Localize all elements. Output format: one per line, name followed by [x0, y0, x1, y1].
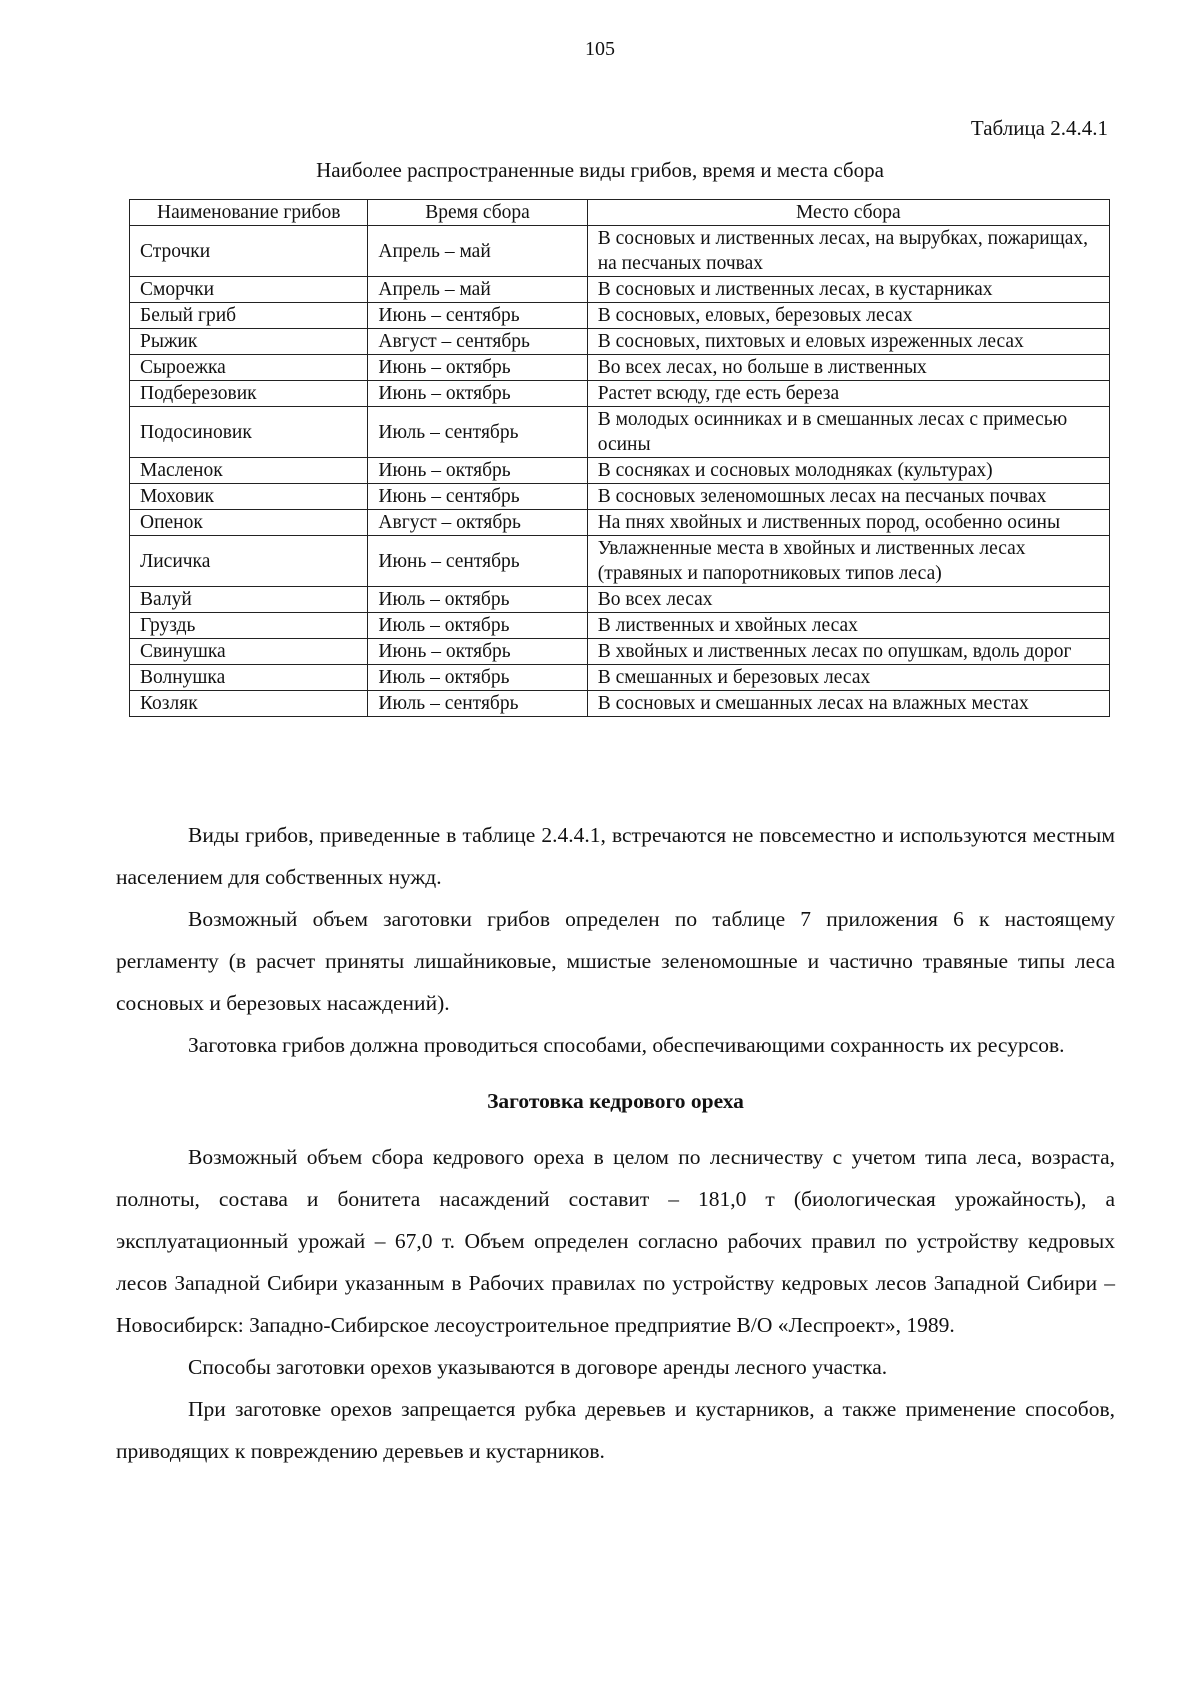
cell-place: В сосновых и лиственных лесах, в кустарниках [587, 277, 1109, 303]
header-time: Время сбора [368, 200, 587, 226]
cell-time: Июль – октябрь [368, 587, 587, 613]
cell-name: Валуй [130, 587, 368, 613]
cell-time: Июль – октябрь [368, 613, 587, 639]
page-number: 105 [585, 38, 615, 60]
table-row [130, 355, 1110, 381]
table-row [130, 639, 1110, 665]
cell-name: Масленок [130, 458, 368, 484]
cell-place: В сосновых, еловых, березовых лесах [587, 303, 1109, 329]
cell-name: Опенок [130, 510, 368, 536]
table-header-row [130, 200, 1110, 226]
paragraph: Заготовка грибов должна проводиться способами, обеспечивающими сохранность их ресурсов. [188, 1033, 1065, 1057]
cell-name: Груздь [130, 613, 368, 639]
table-caption: Таблица 2.4.4.1 [970, 116, 1108, 140]
table-row [130, 587, 1110, 613]
cell-name: Сыроежка [130, 355, 368, 381]
cell-name: Строчки [130, 226, 368, 277]
cell-place: В сосновых, пихтовых и еловых изреженных лесах [587, 329, 1109, 355]
table-row [130, 407, 1110, 458]
table-row [130, 536, 1110, 587]
table-row [130, 329, 1110, 355]
table-row [130, 484, 1110, 510]
cell-time: Апрель – май [368, 226, 587, 277]
header-place: Место сбора [587, 200, 1109, 226]
cell-place: В сосновых и смешанных лесах на влажных местах [587, 691, 1109, 717]
table-row [130, 381, 1110, 407]
table-row [130, 277, 1110, 303]
cell-name: Козляк [130, 691, 368, 717]
cell-name: Белый гриб [130, 303, 368, 329]
cell-place: В смешанных и березовых лесах [587, 665, 1109, 691]
cell-time: Июнь – октябрь [368, 639, 587, 665]
table-title: Наиболее распространенные виды грибов, время и места сбора [316, 158, 884, 182]
cell-place: В хвойных и лиственных лесах по опушкам, вдоль дорог [587, 639, 1109, 665]
cell-place: Увлажненные места в хвойных и лиственных лесах (травяных и папоротниковых типов леса) [587, 536, 1109, 587]
paragraph: Виды грибов, приведенные в таблице 2.4.4.1, встречаются не повсеместно и используются местным населением для собственных нужд. [116, 823, 1115, 889]
cell-time: Июнь – сентябрь [368, 303, 587, 329]
cell-name: Рыжик [130, 329, 368, 355]
cell-time: Август – сентябрь [368, 329, 587, 355]
cell-time: Июнь – октябрь [368, 381, 587, 407]
cell-place: Растет всюду, где есть береза [587, 381, 1109, 407]
table-row [130, 458, 1110, 484]
cell-place: В молодых осинниках и в смешанных лесах с примесью осины [587, 407, 1109, 458]
cell-name: Сморчки [130, 277, 368, 303]
section-heading: Заготовка кедрового ореха [487, 1089, 744, 1113]
paragraph: Возможный объем сбора кедрового ореха в целом по лесничеству с учетом типа леса, возраста, полноты, состава и бонитета насаждений составит – 181,0 т (биологическая урожайность), а эксплуатационный урожай – 67,0 т. Объем определен согласно рабочих правил по устройству кедровых лесов Западной Сибири указанным в Рабочих правилах по устройству кедровых лесов Западной Сибири – Новосибирск: Западно-Сибирское лесоустроительное предприятие В/О «Леспроект», 1989. [116, 1145, 1115, 1337]
cell-place: В сосновых зеленомошных лесах на песчаных почвах [587, 484, 1109, 510]
cell-place: Во всех лесах, но больше в лиственных [587, 355, 1109, 381]
table-row [130, 691, 1110, 717]
table-row [130, 303, 1110, 329]
cell-place: В сосняках и сосновых молодняках (культурах) [587, 458, 1109, 484]
cell-name: Волнушка [130, 665, 368, 691]
mushrooms-table [129, 199, 1110, 717]
cell-time: Июнь – октябрь [368, 355, 587, 381]
cell-time: Июнь – сентябрь [368, 484, 587, 510]
table-row [130, 226, 1110, 277]
cell-time: Июль – сентябрь [368, 407, 587, 458]
cell-time: Июнь – октябрь [368, 458, 587, 484]
cell-time: Июль – октябрь [368, 665, 587, 691]
table-row [130, 665, 1110, 691]
cell-place: В лиственных и хвойных лесах [587, 613, 1109, 639]
cell-name: Моховик [130, 484, 368, 510]
cell-time: Апрель – май [368, 277, 587, 303]
table-body [130, 226, 1110, 717]
body-text [116, 814, 1115, 1472]
cell-name: Подосиновик [130, 407, 368, 458]
header-name: Наименование грибов [130, 200, 368, 226]
cell-place: На пнях хвойных и лиственных пород, особенно осины [587, 510, 1109, 536]
cell-time: Июнь – сентябрь [368, 536, 587, 587]
cell-name: Лисичка [130, 536, 368, 587]
table-row [130, 613, 1110, 639]
cell-name: Подберезовик [130, 381, 368, 407]
cell-name: Свинушка [130, 639, 368, 665]
paragraph: Возможный объем заготовки грибов определен по таблице 7 приложения 6 к настоящему регламенту (в расчет приняты лишайниковые, мшистые зеленомошные и частично травяные типы леса сосновых и березовых насаждений). [116, 907, 1115, 1015]
cell-place: Во всех лесах [587, 587, 1109, 613]
cell-time: Август – октябрь [368, 510, 587, 536]
paragraph: Способы заготовки орехов указываются в договоре аренды лесного участка. [188, 1355, 888, 1379]
cell-place: В сосновых и лиственных лесах, на вырубках, пожарищах, на песчаных почвах [587, 226, 1109, 277]
paragraph: При заготовке орехов запрещается рубка деревьев и кустарников, а также применение способов, приводящих к повреждению деревьев и кустарников. [116, 1397, 1115, 1463]
table-row [130, 510, 1110, 536]
cell-time: Июль – сентябрь [368, 691, 587, 717]
